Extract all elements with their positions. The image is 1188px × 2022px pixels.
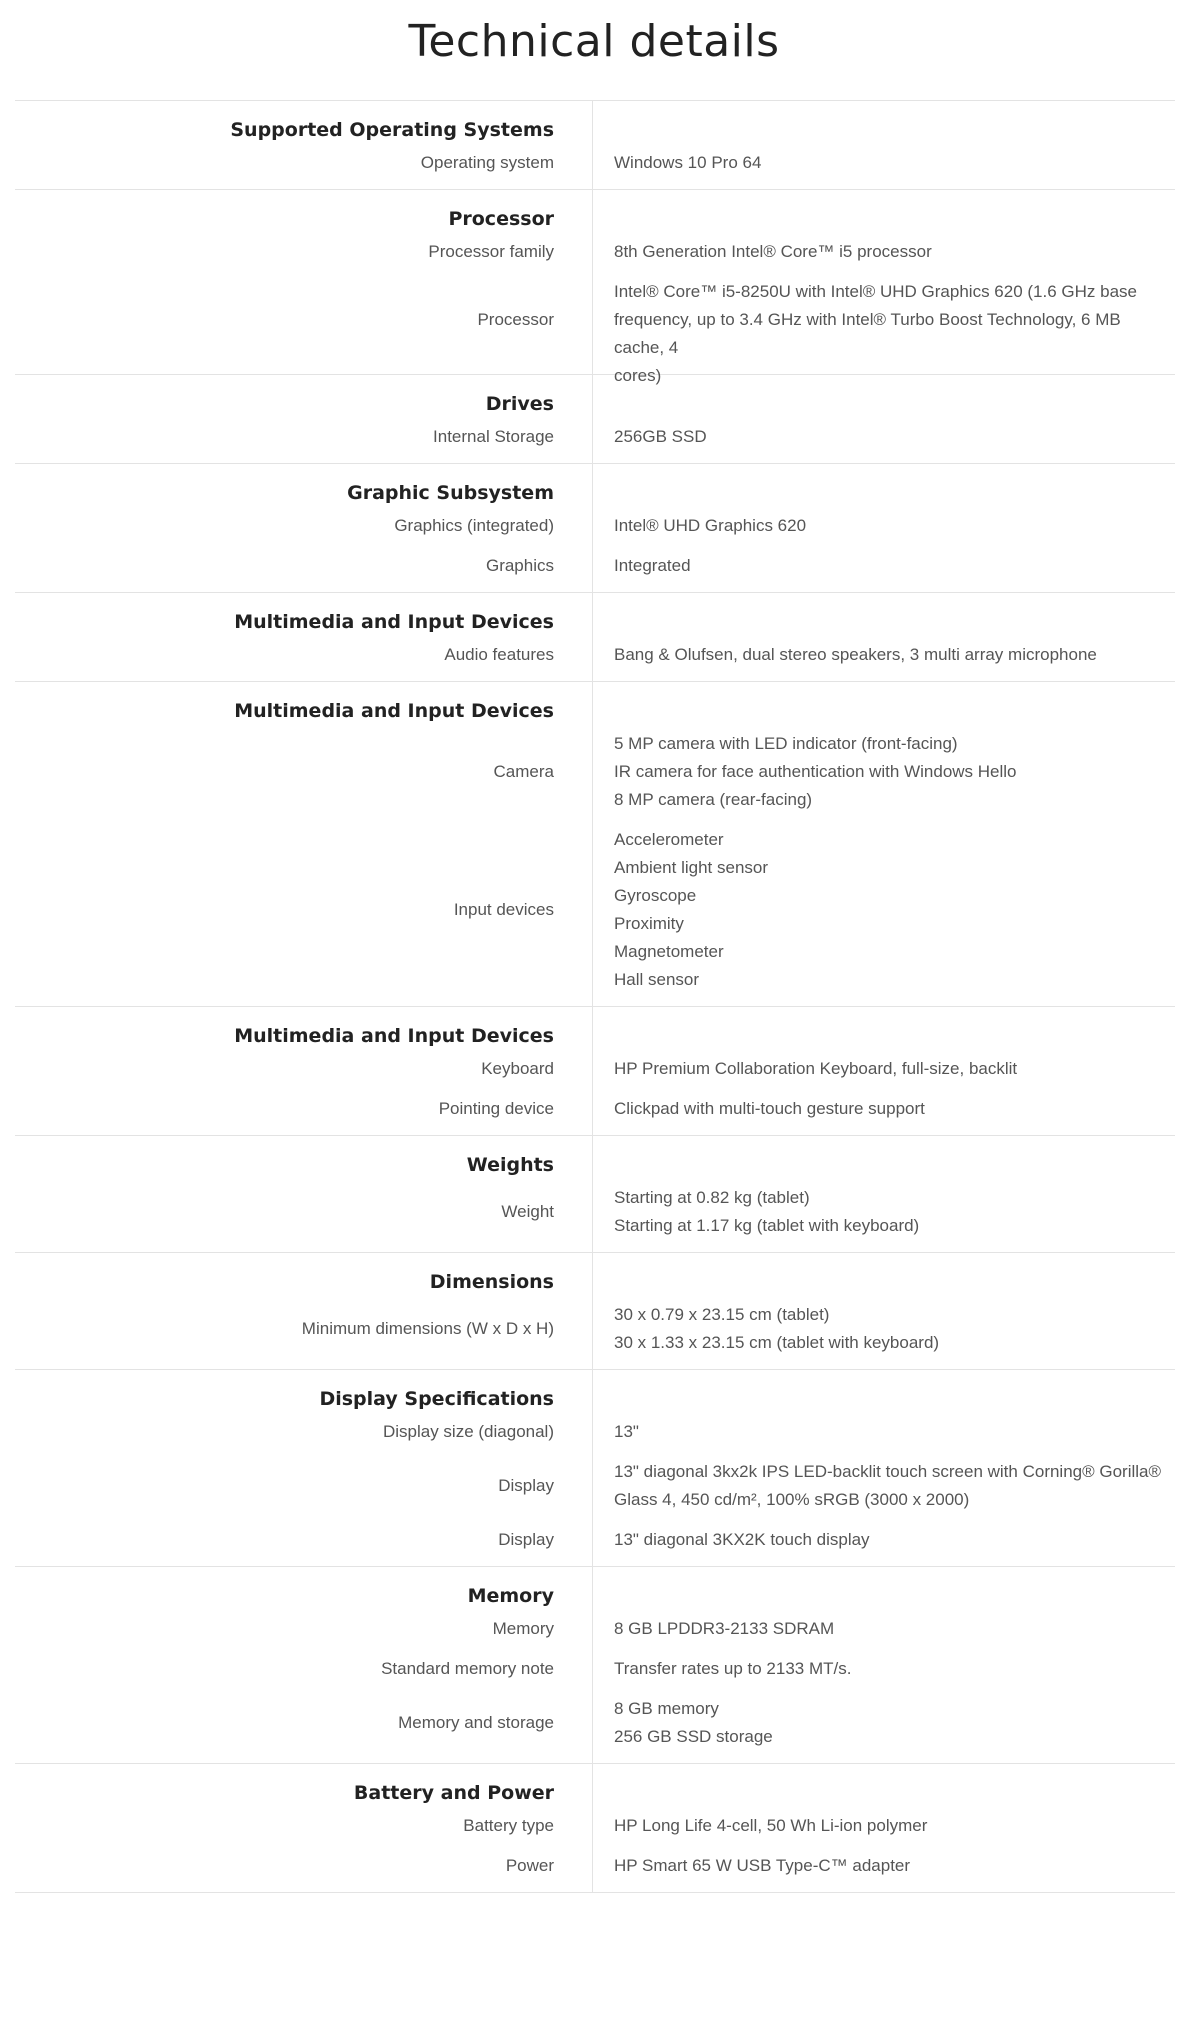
spec-label: Pointing device <box>438 1099 554 1118</box>
spec-value-line: frequency, up to 3.4 GHz with Intel® Turbo Boost Technology, 6 MB cache, 4 <box>614 310 1121 357</box>
spec-table <box>15 100 1175 1893</box>
spec-labels-column <box>15 375 593 463</box>
spec-value <box>614 641 1175 669</box>
spec-value-line: cores) <box>614 366 662 385</box>
spec-labels-column <box>15 190 593 374</box>
spec-values-column <box>593 1764 1175 1892</box>
spec-value <box>614 1184 1175 1240</box>
spec-value-line: 30 x 1.33 x 23.15 cm (tablet with keyboard) <box>614 1333 940 1352</box>
spec-label: Camera <box>493 762 554 781</box>
spec-value <box>614 730 1175 814</box>
page-title: Technical details <box>408 16 780 67</box>
spec-label: Input devices <box>453 900 554 919</box>
spec-values-column <box>593 1567 1175 1763</box>
spec-value-line: 5 MP camera with LED indicator (front-facing) <box>614 734 958 753</box>
spec-value <box>614 238 1175 266</box>
spec-value-line: Glass 4, 450 cd/m², 100% sRGB (3000 x 2000) <box>614 1490 970 1509</box>
spec-label: Memory <box>492 1619 554 1638</box>
spec-values-column <box>593 593 1175 681</box>
section-title: Multimedia and Input Devices <box>234 1025 554 1047</box>
spec-label: Graphics <box>485 556 554 575</box>
spec-label: Memory and storage <box>398 1713 554 1732</box>
spec-values-column <box>593 1370 1175 1566</box>
spec-labels-column <box>15 1007 593 1135</box>
spec-values-column <box>593 682 1175 1006</box>
spec-value-line: Proximity <box>614 914 684 933</box>
spec-labels-column <box>15 1370 593 1566</box>
section-title: Supported Operating Systems <box>230 119 554 141</box>
spec-value-line: Accelerometer <box>614 830 724 849</box>
spec-section <box>15 464 1175 593</box>
spec-labels-column <box>15 1764 593 1892</box>
spec-value <box>614 423 1175 451</box>
spec-value-line: 13" <box>614 1422 639 1441</box>
spec-value-line: Ambient light sensor <box>614 858 769 877</box>
spec-values-column <box>593 1136 1175 1252</box>
section-title: Graphic Subsystem <box>347 482 554 504</box>
spec-label: Graphics (integrated) <box>394 516 554 535</box>
spec-value-line: Magnetometer <box>614 942 724 961</box>
spec-value-line: Integrated <box>614 556 691 575</box>
spec-value <box>614 826 1175 994</box>
spec-label: Display size (diagonal) <box>382 1422 554 1441</box>
spec-value-line: 8 GB memory <box>614 1699 719 1718</box>
section-title: Display Specifications <box>319 1388 554 1410</box>
spec-values-column <box>593 464 1175 592</box>
spec-value-line: Hall sensor <box>614 970 700 989</box>
spec-value-line: Gyroscope <box>614 886 697 905</box>
spec-value-line: Bang & Olufsen, dual stereo speakers, 3 multi array microphone <box>614 645 1097 664</box>
spec-labels-column <box>15 464 593 592</box>
spec-value <box>614 1458 1175 1514</box>
spec-label: Minimum dimensions (W x D x H) <box>301 1319 554 1338</box>
spec-section <box>15 1007 1175 1136</box>
spec-section <box>15 1567 1175 1764</box>
spec-value-line: 8 MP camera (rear-facing) <box>614 790 813 809</box>
spec-section <box>15 682 1175 1007</box>
spec-value <box>614 1812 1175 1840</box>
spec-labels-column <box>15 682 593 1006</box>
spec-value <box>614 278 1175 385</box>
spec-labels-column <box>15 101 593 189</box>
spec-section <box>15 190 1175 385</box>
section-title: Drives <box>485 393 554 415</box>
spec-section <box>15 1370 1175 1567</box>
spec-label: Weight <box>501 1202 554 1221</box>
section-title: Processor <box>448 208 554 230</box>
spec-labels-column <box>15 1136 593 1252</box>
section-title: Battery and Power <box>353 1782 554 1804</box>
spec-values-column <box>593 101 1175 189</box>
spec-value-line: 8th Generation Intel® Core™ i5 processor <box>614 242 932 261</box>
spec-value-line: Starting at 0.82 kg (tablet) <box>614 1188 810 1207</box>
section-title: Multimedia and Input Devices <box>234 611 554 633</box>
spec-value-line: 8 GB LPDDR3-2133 SDRAM <box>614 1619 835 1638</box>
spec-value <box>614 149 1175 177</box>
spec-value-line: Intel® Core™ i5-8250U with Intel® UHD Graphics 620 (1.6 GHz base <box>614 282 1137 301</box>
spec-value <box>614 1852 1175 1880</box>
section-title: Dimensions <box>429 1271 554 1293</box>
spec-value <box>614 552 1175 580</box>
spec-value <box>614 1055 1175 1083</box>
spec-value-line: Intel® UHD Graphics 620 <box>614 516 807 535</box>
spec-label: Standard memory note <box>381 1659 554 1678</box>
spec-label: Audio features <box>444 645 554 664</box>
spec-value <box>614 1695 1175 1751</box>
spec-label: Display <box>498 1476 554 1495</box>
spec-label: Internal Storage <box>433 427 554 446</box>
spec-value <box>614 1655 1175 1683</box>
spec-label: Power <box>505 1856 554 1875</box>
spec-label: Processor <box>477 310 554 329</box>
spec-section <box>15 593 1175 682</box>
spec-value-line: Windows 10 Pro 64 <box>614 153 762 172</box>
spec-values-column <box>593 190 1175 385</box>
spec-value <box>614 1526 1175 1554</box>
spec-value <box>614 1418 1175 1446</box>
spec-label: Battery type <box>463 1816 554 1835</box>
spec-value-line: 13" diagonal 3kx2k IPS LED-backlit touch screen with Corning® Gorilla® <box>614 1462 1162 1481</box>
spec-label: Keyboard <box>481 1059 554 1078</box>
spec-value-line: 13" diagonal 3KX2K touch display <box>614 1530 870 1549</box>
spec-value <box>614 512 1175 540</box>
spec-label: Processor family <box>428 242 554 261</box>
spec-section <box>15 1764 1175 1893</box>
section-title: Multimedia and Input Devices <box>234 700 554 722</box>
spec-label: Display <box>498 1530 554 1549</box>
spec-section <box>15 375 1175 464</box>
spec-value <box>614 1301 1175 1357</box>
spec-values-column <box>593 1253 1175 1369</box>
section-title: Memory <box>467 1585 554 1607</box>
spec-value-line: Transfer rates up to 2133 MT/s. <box>614 1659 852 1678</box>
spec-value-line: HP Long Life 4-cell, 50 Wh Li-ion polymer <box>614 1816 928 1835</box>
spec-value-line: IR camera for face authentication with Windows Hello <box>614 762 1017 781</box>
spec-value-line: Starting at 1.17 kg (tablet with keyboard) <box>614 1216 920 1235</box>
spec-labels-column <box>15 593 593 681</box>
spec-section <box>15 101 1175 190</box>
spec-value <box>614 1095 1175 1123</box>
spec-label: Operating system <box>420 153 554 172</box>
spec-section <box>15 1253 1175 1370</box>
spec-value-line: 30 x 0.79 x 23.15 cm (tablet) <box>614 1305 830 1324</box>
spec-value <box>614 1615 1175 1643</box>
spec-values-column <box>593 1007 1175 1135</box>
spec-value-line: Clickpad with multi-touch gesture support <box>614 1099 925 1118</box>
spec-value-line: HP Premium Collaboration Keyboard, full-size, backlit <box>614 1059 1018 1078</box>
section-title: Weights <box>466 1154 554 1176</box>
spec-labels-column <box>15 1253 593 1369</box>
spec-value-line: 256GB SSD <box>614 427 707 446</box>
spec-value-line: HP Smart 65 W USB Type-C™ adapter <box>614 1856 911 1875</box>
spec-value-line: 256 GB SSD storage <box>614 1727 773 1746</box>
spec-labels-column <box>15 1567 593 1763</box>
spec-values-column <box>593 375 1175 463</box>
spec-section <box>15 1136 1175 1253</box>
